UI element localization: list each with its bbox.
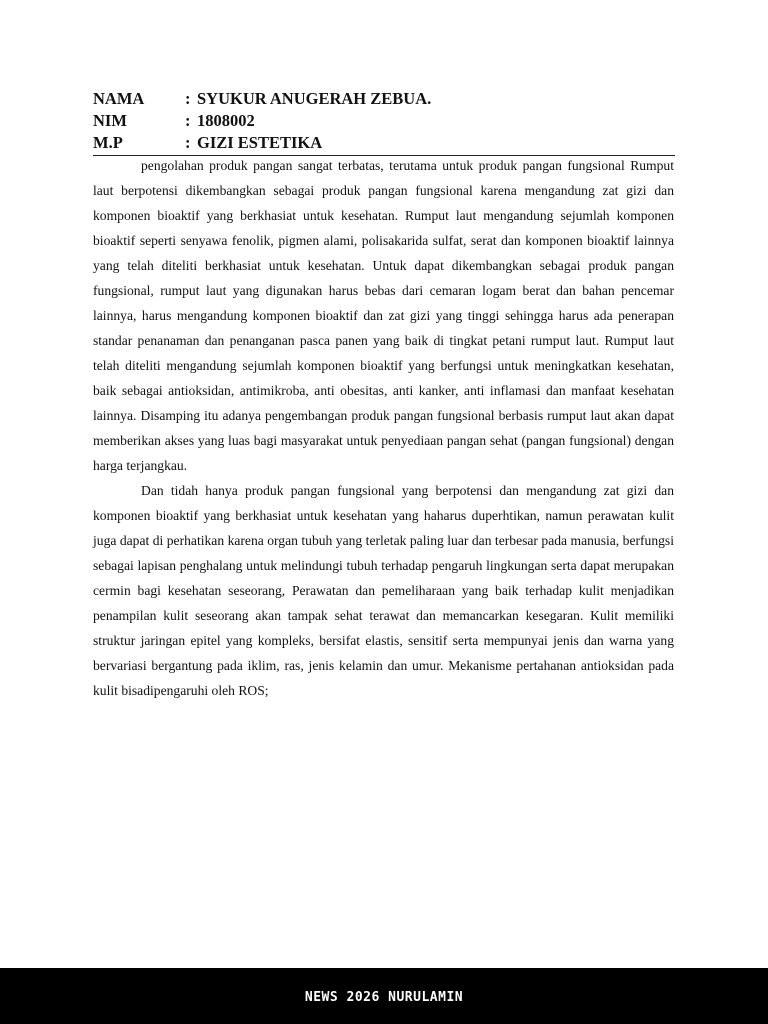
nim-value: 1808002 — [197, 111, 255, 130]
name-separator: : — [185, 89, 191, 108]
name-value: SYUKUR ANUGERAH ZEBUA. — [197, 89, 432, 108]
subject-label: M.P — [93, 133, 123, 152]
name-row — [93, 88, 675, 110]
footer-bar — [0, 968, 768, 1024]
paragraph-2: Dan tidah hanya produk pangan fungsional yang berpotensi dan mengandung zat gizi dan komponen bioaktif yang berkhasiat untuk kesehatan yang haharus duperhtikan, namun perawatan kulit juga dapat di perhatikan karena organ tubuh yang terletak paling luar dan terbesar pada manusia, berfungsi sebagai lapisan penghalang untuk melindungi tubuh terhadap pengaruh lingkungan serta dapat merupakan cermin bagi kesehatan seseorang, Perawatan dan pemeliharaan yang baik terhadap kulit menjadikan penampilan kulit seseorang akan tampak sehat terawat dan memancarkan kesegaran. Kulit memiliki struktur jaringan epitel yang kompleks, bersifat elastis, sensitif serta mempunyai jenis dan warna yang bervariasi bergantung pada iklim, ras, jenis kelamin dan umur. Mekanisme pertahanan antioksidan pada kulit bisadipengaruhi oleh ROS; — [93, 483, 674, 698]
nim-label: NIM — [93, 111, 127, 130]
nim-separator: : — [185, 111, 191, 130]
name-label: NAMA — [93, 89, 145, 108]
student-info-header — [93, 88, 675, 156]
subject-row — [93, 132, 675, 154]
subject-separator: : — [185, 133, 191, 152]
nim-row — [93, 110, 675, 132]
footer-text: NEWS 2026 NURULAMIN — [304, 989, 464, 1005]
document-body — [93, 153, 674, 703]
paragraph-1: pengolahan produk pangan sangat terbatas, terutama untuk produk pangan fungsional Rumput laut berpotensi dikembangkan sebagai produk pangan fungsional karena mengandung zat gizi dan komponen bioaktif yang berkhasiat untuk kesehatan. Rumput laut mengandung sejumlah komponen bioaktif seperti senyawa fenolik, pigmen alami, polisakarida sulfat, serat dan komponen bioaktif lainnya yang telah diteliti berkhasiat untuk kesehatan. Untuk dapat dikembangkan sebagai produk pangan fungsional, rumput laut yang digunakan harus bebas dari cemaran logam berat dan bahan pencemar lainnya, harus mengandung komponen bioaktif dan zat gizi yang tinggi sehingga harus ada penerapan standar penanaman dan penanganan pasca panen yang baik di tingkat petani rumput laut. Rumput laut telah diteliti mengandung sejumlah komponen bioaktif yang berfungsi untuk meningkatkan kesehatan, baik sebagai antioksidan, antimikroba, anti obesitas, anti kanker, anti inflamasi dan manfaat kesehatan lainnya. Disamping itu adanya pengembangan produk pangan fungsional berbasis rumput laut akan dapat memberikan akses yang luas bagi masyarakat untuk penyediaan pangan sehat (pangan fungsional) dengan harga terjangkau. — [93, 158, 674, 473]
subject-value: GIZI ESTETIKA — [197, 133, 323, 152]
